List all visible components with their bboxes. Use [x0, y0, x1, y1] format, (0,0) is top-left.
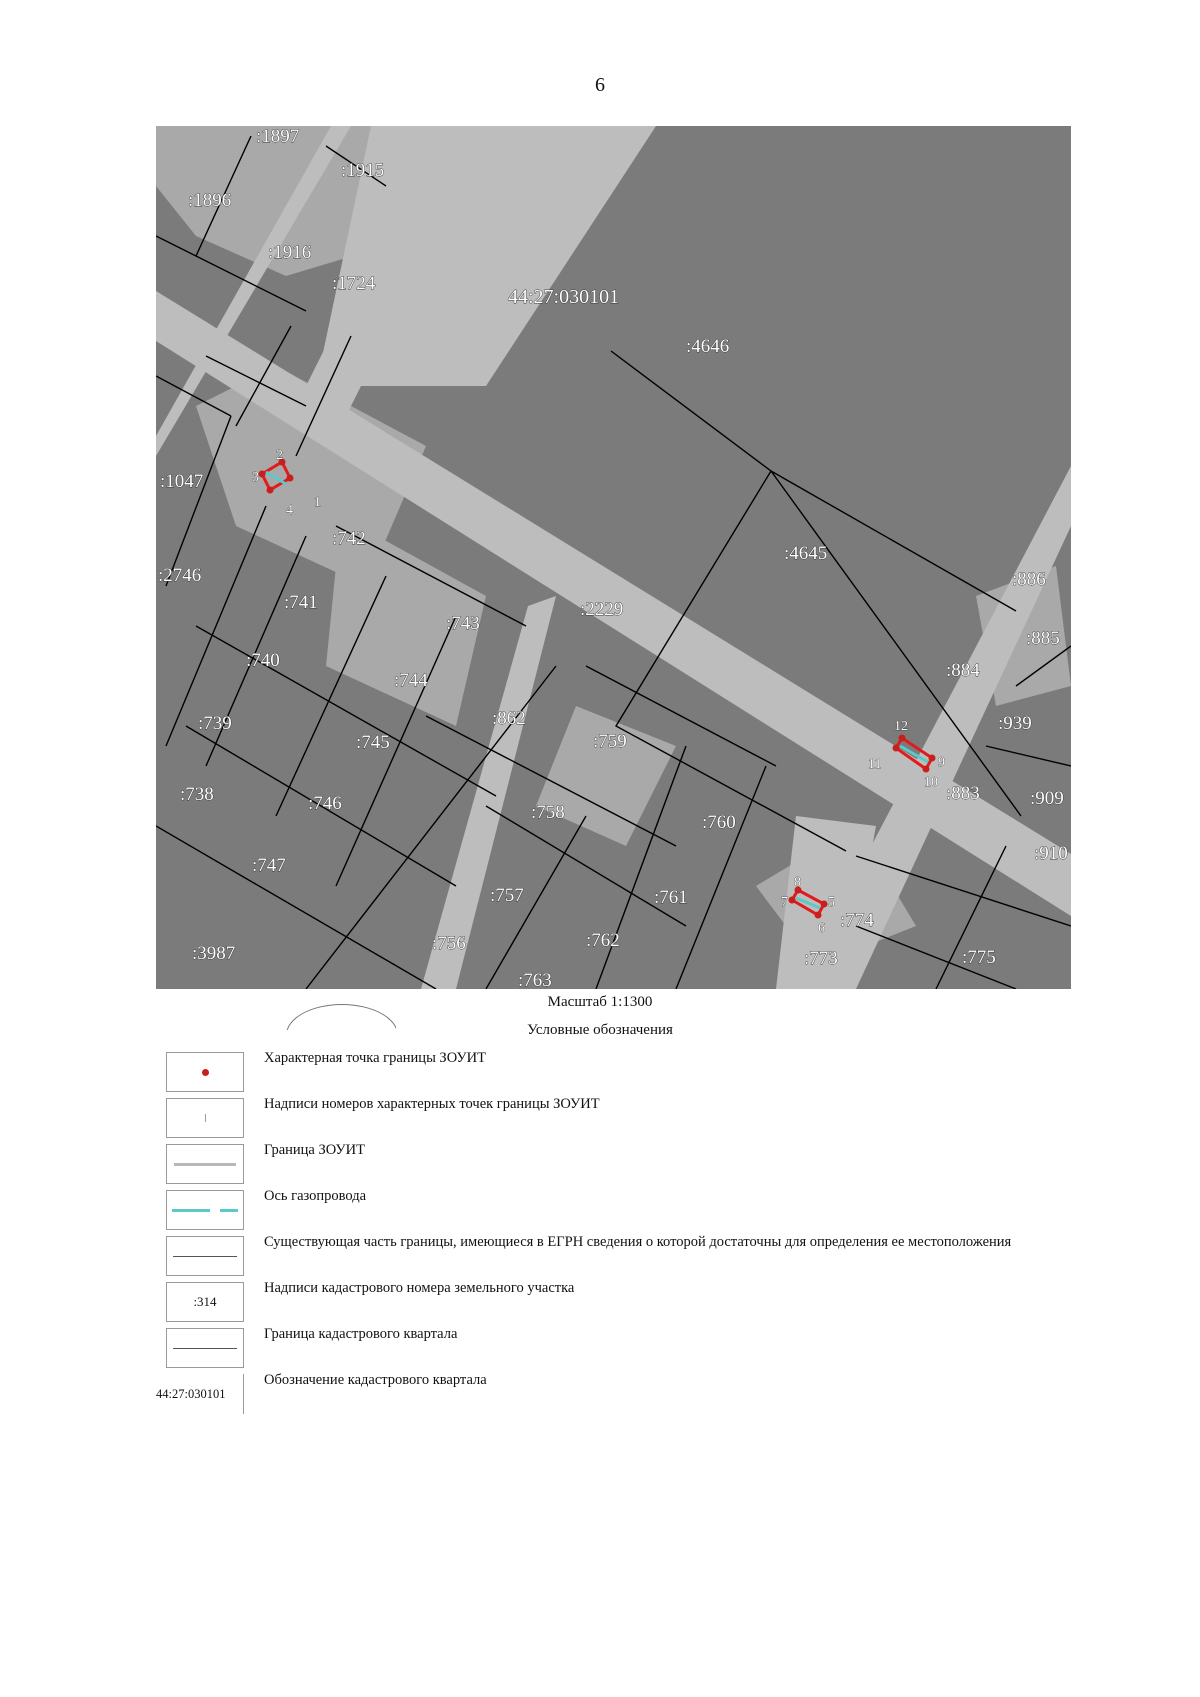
point-label: 4	[286, 503, 293, 518]
parcel-label: :758	[531, 802, 565, 823]
legend-title: Условные обозначения	[527, 1022, 673, 1038]
parcel-label: :1724	[332, 273, 376, 294]
point-label: 10	[924, 775, 938, 790]
gray-line-icon	[174, 1163, 236, 1166]
parcel-label: :742	[332, 528, 366, 549]
parcel-label: :3987	[192, 943, 236, 964]
parcel-label: :862	[492, 708, 526, 729]
legend-item	[166, 1096, 1086, 1142]
parcel-label: :1915	[341, 160, 385, 181]
legend-item	[156, 1372, 1086, 1418]
red-dot-icon	[202, 1069, 209, 1076]
thin-line-icon	[173, 1348, 237, 1349]
parcel-label: :883	[946, 783, 980, 804]
legend-item-text: Характерная точка границы ЗОУИТ	[264, 1050, 486, 1066]
parcel-label: :1896	[188, 190, 232, 211]
parcel-label: :773	[804, 948, 838, 969]
quarter-label-swatch: 44:27:030101	[156, 1374, 244, 1414]
parcel-label: :763	[518, 970, 552, 989]
point-number-swatch	[166, 1098, 244, 1138]
parcel-label: :744	[394, 670, 428, 691]
parcel-label: :1047	[160, 471, 204, 492]
point-label: 8	[794, 875, 801, 890]
parcel-label: :743	[446, 613, 480, 634]
cadastral-map[interactable]	[156, 126, 1071, 989]
parcel-label: :2746	[158, 565, 202, 586]
quarter-label: 44:27:030101	[508, 286, 620, 308]
parcel-label: :4646	[686, 336, 730, 357]
point-label: 2	[276, 448, 283, 463]
parcel-label: :746	[308, 793, 342, 814]
legend-item-text: Граница кадастрового квартала	[264, 1326, 458, 1342]
parcel-label: :885	[1026, 628, 1060, 649]
parcel-label: :775	[962, 947, 996, 968]
legend-item	[166, 1234, 1086, 1280]
parcel-label: :740	[246, 650, 280, 671]
parcel-label: :757	[490, 885, 524, 906]
parcel-label: :1916	[268, 242, 312, 263]
parcel-label: :762	[586, 930, 620, 951]
point-marker-swatch	[166, 1052, 244, 1092]
parcel-label: :741	[284, 592, 318, 613]
legend-item	[166, 1280, 1086, 1326]
point-label: 9	[938, 755, 945, 770]
point-label: 11	[868, 757, 882, 772]
map-scale: Масштаб 1:1300	[547, 994, 653, 1010]
dashed-line-icon	[172, 1209, 238, 1212]
point-label: 7	[781, 895, 788, 910]
legend-item	[166, 1142, 1086, 1188]
pipeline-axis-swatch	[166, 1190, 244, 1230]
legend-item-text: Ось газопровода	[264, 1188, 367, 1204]
parcel-label: :745	[356, 732, 390, 753]
parcel-label: :756	[432, 933, 466, 954]
page-number: 6	[595, 74, 605, 96]
quarter-border-swatch	[166, 1328, 244, 1368]
point-label: 6	[818, 921, 825, 936]
parcel-label: :886	[1012, 569, 1046, 590]
parcel-number-swatch: :314	[166, 1282, 244, 1322]
map-canvas	[156, 126, 1071, 989]
tick-icon	[205, 1114, 206, 1122]
parcel-label: :761	[654, 887, 688, 908]
thin-line-icon	[173, 1256, 237, 1257]
point-label: 12	[894, 719, 908, 734]
zone-border-swatch	[166, 1144, 244, 1184]
parcel-label: :910	[1034, 843, 1068, 864]
parcel-label: :738	[180, 784, 214, 805]
parcel-label: :739	[198, 713, 232, 734]
parcel-label: :2229	[580, 599, 624, 620]
legend-item	[166, 1326, 1086, 1372]
parcel-label: :4645	[784, 543, 828, 564]
legend-item-text: Надписи кадастрового номера земельного участка	[264, 1280, 575, 1296]
legend-item-text: Надписи номеров характерных точек границы ЗОУИТ	[264, 1096, 600, 1112]
parcel-label: :747	[252, 855, 286, 876]
parcel-label: :1897	[256, 126, 300, 147]
legend-item	[166, 1050, 1086, 1096]
legend-item	[166, 1188, 1086, 1234]
legend-item-text: Обозначение кадастрового квартала	[264, 1372, 487, 1388]
parcel-label: :774	[840, 910, 874, 931]
point-label: 1	[314, 495, 321, 510]
parcel-labels	[158, 126, 1068, 989]
legend-item-text: Граница ЗОУИТ	[264, 1142, 366, 1158]
legend	[156, 1050, 1086, 1418]
parcel-label: :939	[998, 713, 1032, 734]
parcel-label: :760	[702, 812, 736, 833]
parcel-label: :759	[593, 731, 627, 752]
point-label: 3	[252, 470, 259, 485]
legend-item-text: Существующая часть границы, имеющиеся в ЕГРН сведения о которой достаточны для определения ее местоположения	[264, 1234, 1012, 1250]
point-label: 5	[828, 895, 835, 910]
parcel-label: :884	[946, 660, 980, 681]
existing-border-swatch	[166, 1236, 244, 1276]
parcel-label: :909	[1030, 788, 1064, 809]
